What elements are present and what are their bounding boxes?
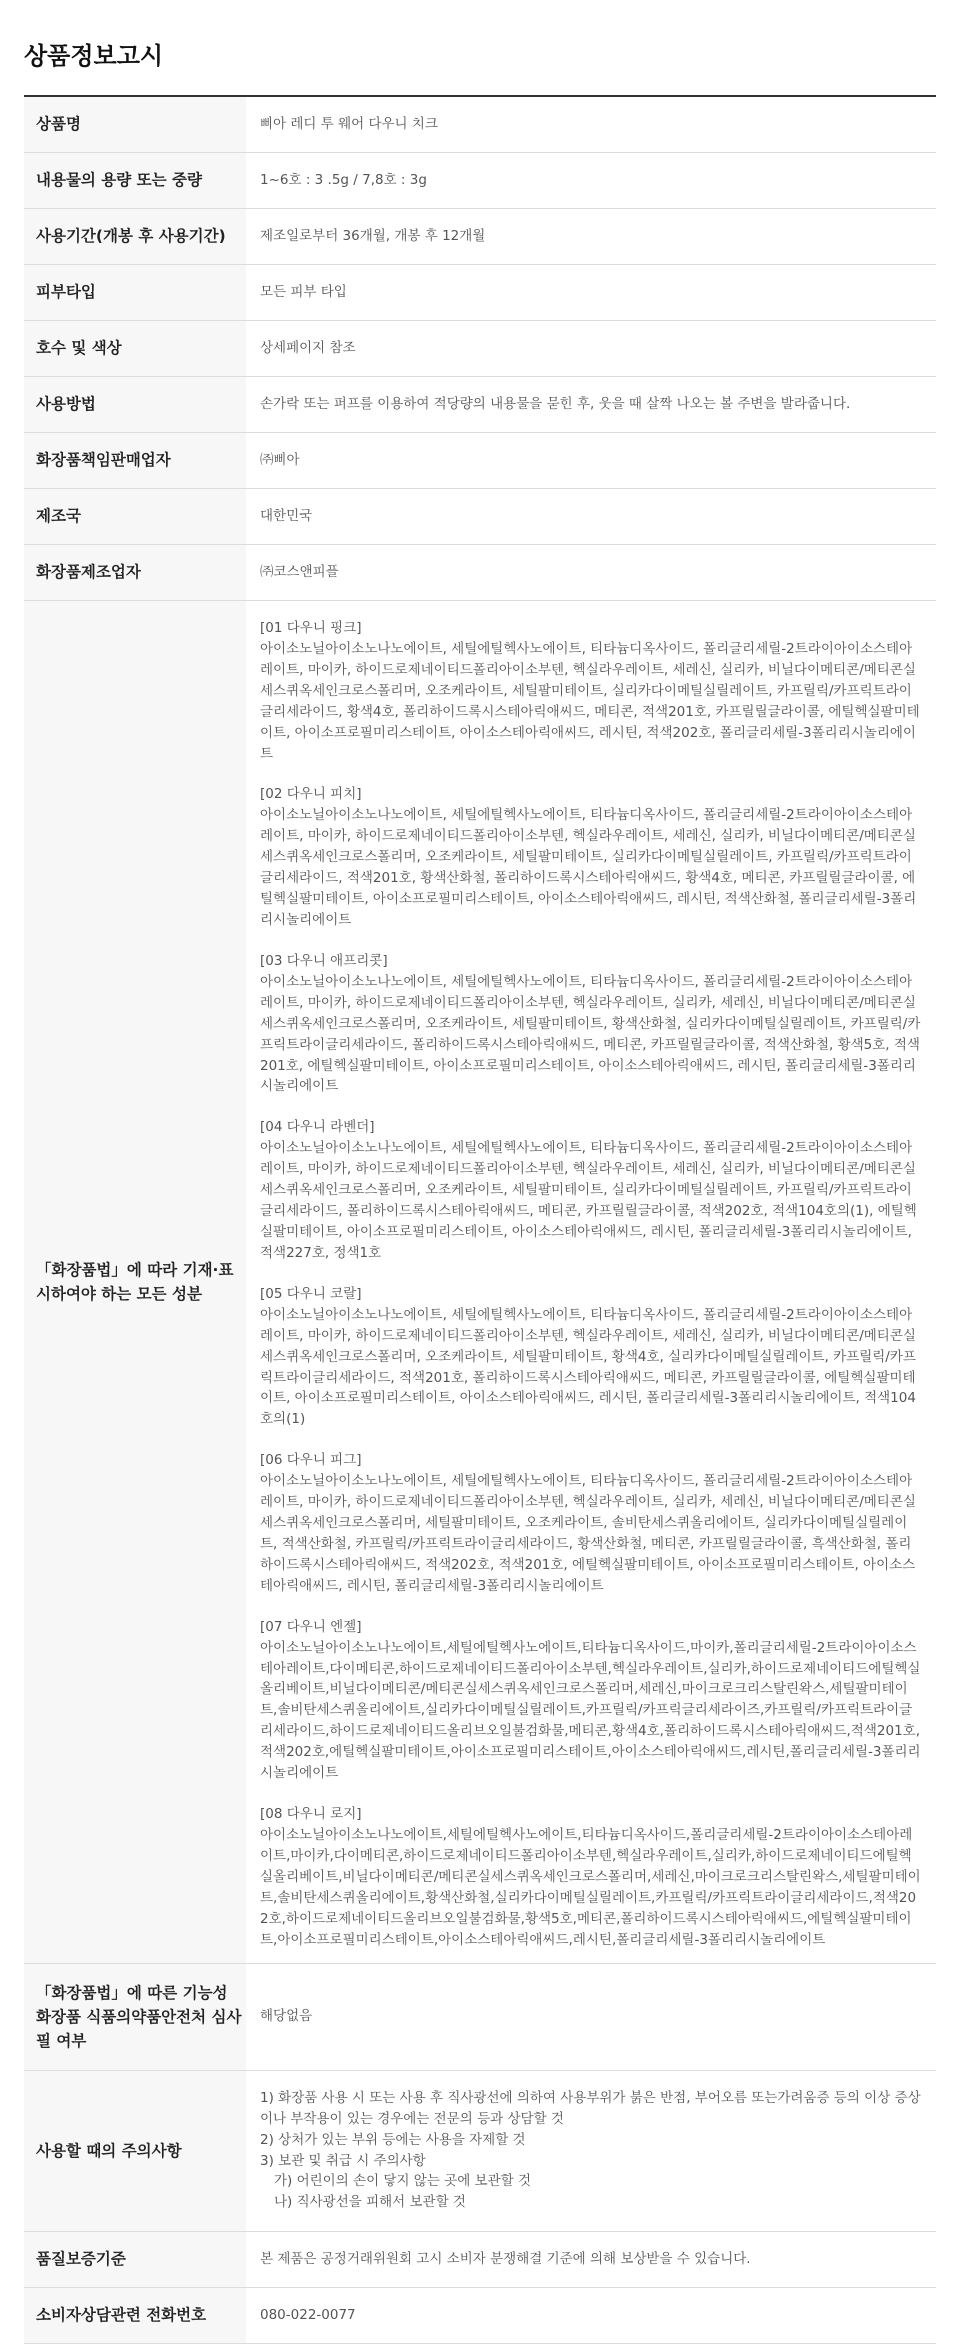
row-functional-inspection <box>24 1963 936 2070</box>
row-value: 해당없음 <box>246 1963 936 2070</box>
row-value: 본 제품은 공정거래위원회 고시 소비자 분쟁해결 기준에 의해 보상받을 수 있습니다. <box>246 2231 936 2287</box>
ingredient-text: 아이소노닐아이소노나노에이트, 세틸에틸헥사노에이트, 티타늄디옥사이드, 폴리글리세릴-2트라이아이소스테아레이트, 마이카, 하이드로제네이티드폴리아이소부텐, 헥실라우레이트, 실리카, 세레신, 비닐다이메티콘/메티콘실세스퀴옥세인크로스폴리머, 세틸팔미테이트, 오조케라이트, 솔비탄세스퀴올리에이트, 실리카다이메틸실릴레이트, 적색산화철, 카프릴릭/카프릭트라이글리세라이드, 황색산화철, 메티콘, 카프릴릴글라이콜, 흑색산화철, 폴리하이드록시스테아릭애씨드, 적색202호, 적색201호, 에틸헥실팔미테이트, 아이소프로필미리스테이트, 아이소스테아릭애씨드, 레시틴, 폴리글리세릴-3폴리리시놀리에이트 <box>260 1473 916 1594</box>
row-label: 품질보증기준 <box>24 2231 246 2287</box>
row-label: 화장품제조업자 <box>24 545 246 601</box>
row-label: 내용물의 용량 또는 중량 <box>24 153 246 209</box>
ingredient-block <box>260 951 924 1097</box>
ingredient-shade-name: [06 다우니 피그] <box>260 1452 362 1469</box>
ingredient-block <box>260 1117 924 1263</box>
row-label: 상품명 <box>24 97 246 153</box>
row-value: 제조일로부터 36개월, 개봉 후 12개월 <box>246 209 936 265</box>
row-label: 소비자상담관련 전화번호 <box>24 2287 246 2343</box>
row-product-name <box>24 97 936 153</box>
ingredient-shade-name: [01 다우니 핑크] <box>260 620 362 636</box>
ingredient-shade-name: [02 다우니 피치] <box>260 786 362 803</box>
ingredient-text: 아이소노닐아이소노나노에이트, 세틸에틸헥사노에이트, 티타늄디옥사이드, 폴리글리세릴-2트라이아이소스테아레이트, 마이카, 하이드로제네이티드폴리아이소부텐, 헥실라우레이트, 실리카, 세레신, 비닐다이메티콘/메티콘실세스퀴옥세인크로스폴리머, 오조케라이트, 세틸팔미테이트, 황색산화철, 실리카다이메틸실릴레이트, 카프릴릭/카프릭트라이글리세라이드, 폴리하이드록시스테아릭애씨드, 메티콘, 카프릴릴글라이콜, 적색산화철, 황색5호, 적색201호, 에틸헥실팔미테이트, 아이소프로필미리스테이트, 아이소스테아릭애씨드, 레시틴, 폴리글리세릴-3폴리리시놀리에이트 <box>260 973 921 1095</box>
ingredient-shade-name: [08 다우니 로지] <box>260 1806 362 1823</box>
ingredient-text: 아이소노닐아이소노나노에이트, 세틸에틸헥사노에이트, 티타늄디옥사이드, 폴리글리세릴-2트라이아이소스테아레이트, 마이카, 하이드로제네이티드폴리아이소부텐, 헥실라우레이트, 세레신, 실리카, 비닐다이메티콘/메티콘실세스퀴옥세인크로스폴리머, 오조케라이트, 세틸팔미테이트, 실리카다이메틸실릴레이트, 카프릴릭/카프릭트라이글리세라이드, 황색4호, 폴리하이드록시스테아릭애씨드, 메티콘, 적색201호, 카프릴릴글라이콜, 에틸헥실팔미테이트, 아이소프로필미리스테이트, 아이소스테아릭애씨드, 레시틴, 적색202호, 폴리글리세릴-3폴리리시놀리에이트 <box>260 640 920 762</box>
row-label: 호수 및 색상 <box>24 321 246 377</box>
row-ingredients <box>24 601 936 1964</box>
row-label: 사용방법 <box>24 377 246 433</box>
ingredient-text: 아이소노닐아이소노나노에이트, 세틸에틸헥사노에이트, 티타늄디옥사이드, 폴리글리세릴-2트라이아이소스테아레이트, 마이카, 하이드로제네이티드폴리아이소부텐, 헥실라우레이트, 세레신, 실리카, 비닐다이메티콘/메티콘실세스퀴옥세인크로스폴리머, 오조케라이트, 세틸팔미테이트, 황색4호, 실리카다이메틸실릴레이트, 카프릴릭/카프릭트라이글리세라이드, 적색201호, 폴리하이드록시스테아릭애씨드, 메티콘, 카프릴릴글라이콜, 에틸헥실팔미테이트, 아이소프로필미리스테이트, 아이소스테아릭애씨드, 레시틴, 폴리글리세릴-3폴리리시놀리에이트, 적색104호의(1) <box>260 1306 916 1428</box>
product-info-table <box>24 97 936 2344</box>
row-country <box>24 489 936 545</box>
ingredient-shade-name: [05 다우니 코랄] <box>260 1285 362 1302</box>
row-value: ㈜삐아 <box>246 433 936 489</box>
ingredient-text: 아이소노닐아이소노나노에이트,세틸에틸헥사노에이트,티타늄디옥사이드,폴리글리세릴-2트라이아이소스테아레이트,마이카,다이메티콘,하이드로제네이티드폴리아이소부텐,헥실라우레이트,실리카,하이드로제네이티드에틸헥실올리베이트,비닐다이메티콘/메티콘실세스퀴옥세인크로스폴리머,세레신,마이크로크리스탈린왁스,세틸팔미테이트,솔비탄세스퀴올리에이트,황색산화철,실리카다이메틸실릴레이트,카프릴릭/카프릭트라이글리세라이드,적색202호,하이드로제네이티드올리브오일불검화물,황색5호,메티콘,폴리하이드록시스테아릭애씨드,에틸헥실팔미테이트,아이소프로필미리스테이트,아이소스테아릭애씨드,레시틴,폴리글리세릴-3폴리리시놀리에이트 <box>260 1827 921 1948</box>
ingredient-shade-name: [07 다우니 엔젤] <box>260 1618 362 1635</box>
row-value: ㈜코스앤피플 <box>246 545 936 601</box>
row-label: 사용기간(개봉 후 사용기간) <box>24 209 246 265</box>
row-value: 상세페이지 참조 <box>246 321 936 377</box>
ingredient-block <box>260 1284 924 1430</box>
row-phone <box>24 2287 936 2343</box>
row-value: 삐아 레디 투 웨어 다우니 치크 <box>246 97 936 153</box>
ingredients-list <box>246 601 936 1964</box>
row-label: 사용할 때의 주의사항 <box>24 2070 246 2231</box>
ingredient-block <box>260 784 924 930</box>
row-label: 피부타입 <box>24 265 246 321</box>
row-value: 모든 피부 타입 <box>246 265 936 321</box>
row-value: 1~6호 : 3 .5g / 7,8호 : 3g <box>246 153 936 209</box>
row-label: 「화장품법」에 따른 기능성 화장품 식품의약품안전처 심사필 여부 <box>24 1963 246 2070</box>
page-title: 상품정보고시 <box>24 0 936 97</box>
caution-line: 1) 화장품 사용 시 또는 사용 후 직사광선에 의하여 사용부위가 붉은 반점, 부어오름 또는가려움증 등의 이상 증상이나 부작용이 있는 경우에는 전문의 등과 상담할 것 <box>260 2089 921 2127</box>
cautions-list <box>246 2070 936 2231</box>
ingredient-shade-name: [03 다우니 애프리콧] <box>260 952 388 969</box>
row-distributor <box>24 433 936 489</box>
ingredient-block <box>260 1804 924 1950</box>
row-label: 「화장품법」에 따라 기재·표시하여야 하는 모든 성분 <box>24 601 246 1964</box>
row-skin-type <box>24 265 936 321</box>
row-value: 대한민국 <box>246 489 936 545</box>
ingredient-block <box>260 1617 924 1784</box>
row-value: 손가락 또는 퍼프를 이용하여 적당량의 내용물을 묻힌 후, 웃을 때 살짝 나오는 볼 주변을 발라줍니다. <box>246 377 936 433</box>
ingredient-block <box>260 1450 924 1596</box>
row-capacity <box>24 153 936 209</box>
row-shade <box>24 321 936 377</box>
caution-line: 나) 직사광선을 피해서 보관할 것 <box>274 2194 466 2211</box>
row-cautions <box>24 2070 936 2231</box>
caution-line: 가) 어린이의 손이 닿지 않는 곳에 보관할 것 <box>274 2173 532 2190</box>
ingredient-text: 아이소노닐아이소노나노에이트, 세틸에틸헥사노에이트, 티타늄디옥사이드, 폴리글리세릴-2트라이아이소스테아레이트, 마이카, 하이드로제네이티드폴리아이소부텐, 헥실라우레이트, 세레신, 실리카, 비닐다이메티콘/메티콘실세스퀴옥세인크로스폴리머, 오조케라이트, 세틸팔미테이트, 실리카다이메틸실릴레이트, 카프릴릭/카프릭트라이글리세라이드, 폴리하이드록시스테아릭애씨드, 메티콘, 카프릴릴글라이콜, 적색202호, 적색104호의(1), 에틸헥실팔미테이트, 아이소프로필미리스테이트, 아이소스테아릭애씨드, 레시틴, 폴리글리세릴-3폴리리시놀리에이트, 적색227호, 정색1호 <box>260 1140 917 1261</box>
row-quality-assurance <box>24 2231 936 2287</box>
row-usage-period <box>24 209 936 265</box>
caution-line: 3) 보관 및 취급 시 주의사항 <box>260 2152 426 2169</box>
caution-line: 2) 상처가 있는 부위 등에는 사용을 자제할 것 <box>260 2131 526 2148</box>
row-manufacturer <box>24 545 936 601</box>
ingredient-text: 아이소노닐아이소노나노에이트,세틸에틸헥사노에이트,티타늄디옥사이드,마이카,폴리글리세릴-2트라이아이소스테아레이트,다이메티콘,하이드로제네이티드폴리아이소부텐,헥실라우레이트,실리카,하이드로제네이티드에틸헥실올리베이트,비닐다이메티콘/메티콘실세스퀴옥세인크로스폴리머,세레신,마이크로크리스탈린왁스,세틸팔미테이트,솔비탄세스퀴올리에이트,실리카다이메틸실릴레이트,카프릴릭/카프릭글리세라이즈,카프릴릭/카프릭트라이글리세라이드,하이드로제네이티드올리브오일불검화물,메티콘,황색4호,폴리하이드록시스테아릭애씨드,적색201호,적색202호,에틸헥실팔미테이트,아이소프로필미리스테이트,아이소스테아릭애씨드,레시틴,폴리글리세릴-3폴리리시놀리에이트 <box>260 1639 921 1782</box>
ingredient-block <box>260 618 924 764</box>
row-how-to-use <box>24 377 936 433</box>
ingredient-text: 아이소노닐아이소노나노에이트, 세틸에틸헥사노에이트, 티타늄디옥사이드, 폴리글리세릴-2트라이아이소스테아레이트, 마이카, 하이드로제네이티드폴리아이소부텐, 헥실라우레이트, 세레신, 실리카, 비닐다이메티콘/메티콘실세스퀴옥세인크로스폴리머, 오조케라이트, 세틸팔미테이트, 실리카다이메틸실릴레이트, 카프릴릭/카프릭트라이글리세라이드, 적색201호, 황색산화철, 폴리하이드록시스테아릭애씨드, 황색4호, 메티콘, 카프릴릴글라이콜, 에틸헥실팔미테이트, 아이소프로필미리스테이트, 아이소스테아릭애씨드, 레시틴, 적색산화철, 폴리글리세릴-3폴리리시놀리에이트 <box>260 807 917 928</box>
ingredient-shade-name: [04 다우니 라벤더] <box>260 1119 375 1136</box>
row-label: 화장품책임판매업자 <box>24 433 246 489</box>
row-value: 080-022-0077 <box>246 2287 936 2343</box>
row-label: 제조국 <box>24 489 246 545</box>
